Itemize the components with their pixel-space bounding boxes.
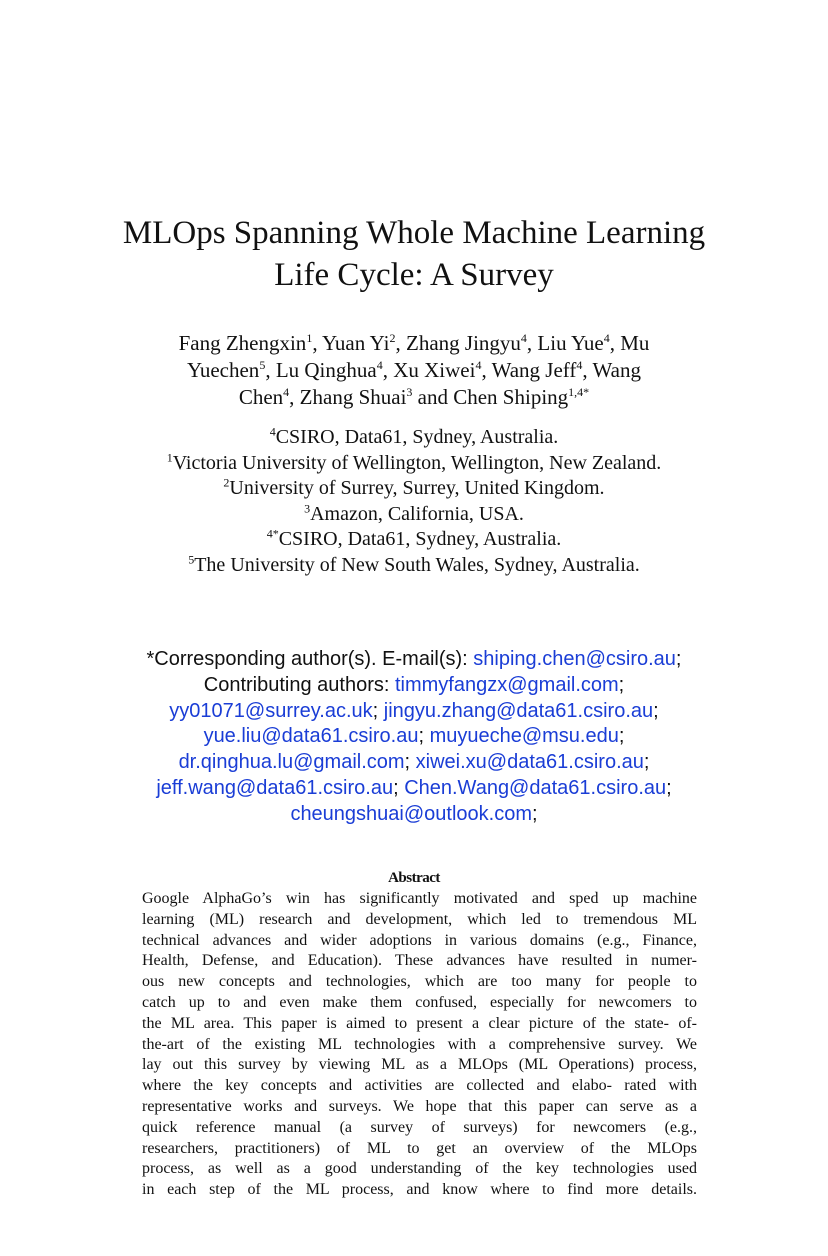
affiliation-item [100,425,728,451]
author-text: , Lu Qinghua [265,358,377,382]
affiliation-marker: 4 [603,331,610,345]
correspondence-line [100,750,728,776]
affiliation-marker: 4* [266,526,279,541]
correspondence-text: ; [618,673,625,696]
correspondence-text: ; [675,648,682,670]
correspondence-block [100,647,728,828]
author-text: , Wang Jeff [481,358,577,382]
correspondence-text: ; [418,725,430,748]
affiliation-item [100,553,728,579]
correspondence-line [100,724,728,750]
abstract-heading: Abstract [388,870,440,886]
abstract-line: technical advances and wider adoptions in various domains (e.g., Finance, [142,931,697,949]
author-text: Fang Zhengxin [178,331,307,355]
author-text: , Yuan Yi [312,331,390,355]
abstract-line: lay out this survey by viewing ML as a MLOps (ML Operations) process, [142,1056,697,1074]
abstract-line: ous new concepts and technologies, which are too many for people to [142,973,697,991]
affiliation-text: Amazon, California, USA. [310,502,524,525]
correspondence-line [100,673,728,699]
abstract-line: where the key concepts and activities are collected and elabo- rated with [142,1077,697,1095]
email-link[interactable]: Chen.Wang@data61.csiro.au [404,776,667,799]
affiliation-item [100,502,728,528]
affiliation-text: The University of New South Wales, Sydney, Australia. [194,553,640,576]
affiliation-marker: 1,4* [568,385,590,399]
author-text: and Chen Shiping [412,385,569,409]
author-text: , Liu Yue [526,331,604,355]
author-line [120,357,708,384]
abstract-line: in each step of the ML process, and know where to find more details. [142,1181,697,1199]
abstract-line: Health, Defense, and Education). These advances have resulted in numer- [142,952,697,970]
correspondence-line [100,647,728,673]
correspondence-text: ; [643,751,650,774]
affiliation-marker: 2 [223,475,230,490]
affiliation-marker: 5 [188,551,195,566]
title-line-2: Life Cycle: A Survey [274,257,554,293]
abstract-line: quick reference manual (a survey of surveys) for newcomers (e.g., [142,1118,697,1136]
email-link[interactable]: cheungshuai@outlook.com [290,802,532,825]
abstract-line: the-art of the existing ML technologies with a comprehensive survey. We [142,1035,697,1053]
email-link[interactable]: yy01071@surrey.ac.uk [169,699,373,722]
affiliation-marker: 5 [259,358,266,372]
author-text: , Wang [582,358,641,382]
author-list [120,330,708,411]
paper-title [60,212,768,296]
correspondence-line [100,699,728,725]
affiliation-text: University of Surrey, Surrey, United Kingdom. [229,477,605,499]
abstract-body [142,889,697,1201]
abstract-line: catch up to and even make them confused, especially for newcomers to [142,993,697,1011]
affiliation-text: CSIRO, Data61, Sydney, Australia. [278,528,562,550]
affiliation-marker: 4 [576,358,583,372]
author-text: , Xu Xiwei [382,358,476,382]
abstract-line: Google AlphaGo’s win has significantly motivated and sped up machine [142,890,697,907]
abstract-line: learning (ML) research and development, which led to tremendous ML [142,910,697,928]
affiliation-list [100,425,728,578]
email-link[interactable]: xiwei.xu@data61.csiro.au [415,751,644,774]
author-text: Yuechen [187,358,260,382]
affiliation-item [100,476,728,502]
affiliation-marker: 1 [166,449,173,464]
email-link[interactable]: jingyu.zhang@data61.csiro.au [383,699,654,722]
correspondence-text: ; [618,725,625,748]
affiliation-marker: 2 [389,331,396,345]
affiliation-marker: 4 [283,385,290,399]
correspondence-text: *Corresponding author(s). E-mail(s): [146,648,474,670]
affiliation-marker: 4 [269,424,276,439]
affiliation-text: Victoria University of Wellington, Wellington, New Zealand. [172,451,662,474]
email-link[interactable]: dr.qinghua.lu@gmail.com [178,751,405,774]
author-text: , Zhang Shuai [289,385,407,409]
email-link[interactable]: muyueche@msu.edu [429,725,619,748]
affiliation-marker: 4 [475,358,482,372]
correspondence-text: ; [372,699,384,722]
affiliation-marker: 3 [304,500,311,515]
author-text: , Mu [609,331,650,355]
correspondence-line [100,776,728,802]
affiliation-item [100,451,728,477]
affiliation-marker: 4 [376,358,383,372]
correspondence-text: ; [393,776,405,799]
correspondence-text: ; [666,776,672,799]
affiliation-item [100,527,728,553]
correspondence-line [100,802,728,828]
abstract-line: the ML area. This paper is aimed to present a clear picture of the state- of- [142,1014,697,1032]
author-text: , Zhang Jingyu [395,331,521,355]
email-link[interactable]: yue.liu@data61.csiro.au [203,725,419,748]
author-line [120,384,708,411]
affiliation-marker: 1 [306,331,313,345]
correspondence-text: Contributing authors: [203,673,395,696]
email-link[interactable]: shiping.chen@csiro.au [473,648,676,670]
email-link[interactable]: jeff.wang@data61.csiro.au [156,776,394,799]
author-line [120,330,708,357]
correspondence-text: ; [404,751,416,774]
author-text: Chen [238,385,284,409]
abstract-line: representative works and surveys. We hope that this paper can serve as a [142,1097,697,1115]
affiliation-text: CSIRO, Data61, Sydney, Australia. [275,426,559,448]
abstract-line: researchers, practitioners) of ML to get an overview of the MLOps [142,1139,697,1157]
affiliation-marker: 3 [406,385,413,399]
correspondence-text: ; [532,802,538,825]
abstract-line: process, as well as a good understanding of the key technologies used [142,1160,697,1178]
affiliation-marker: 4 [520,331,527,345]
title-line-1: MLOps Spanning Whole Machine Learning [122,215,706,251]
email-link[interactable]: timmyfangzx@gmail.com [394,673,619,696]
correspondence-text: ; [653,699,659,722]
